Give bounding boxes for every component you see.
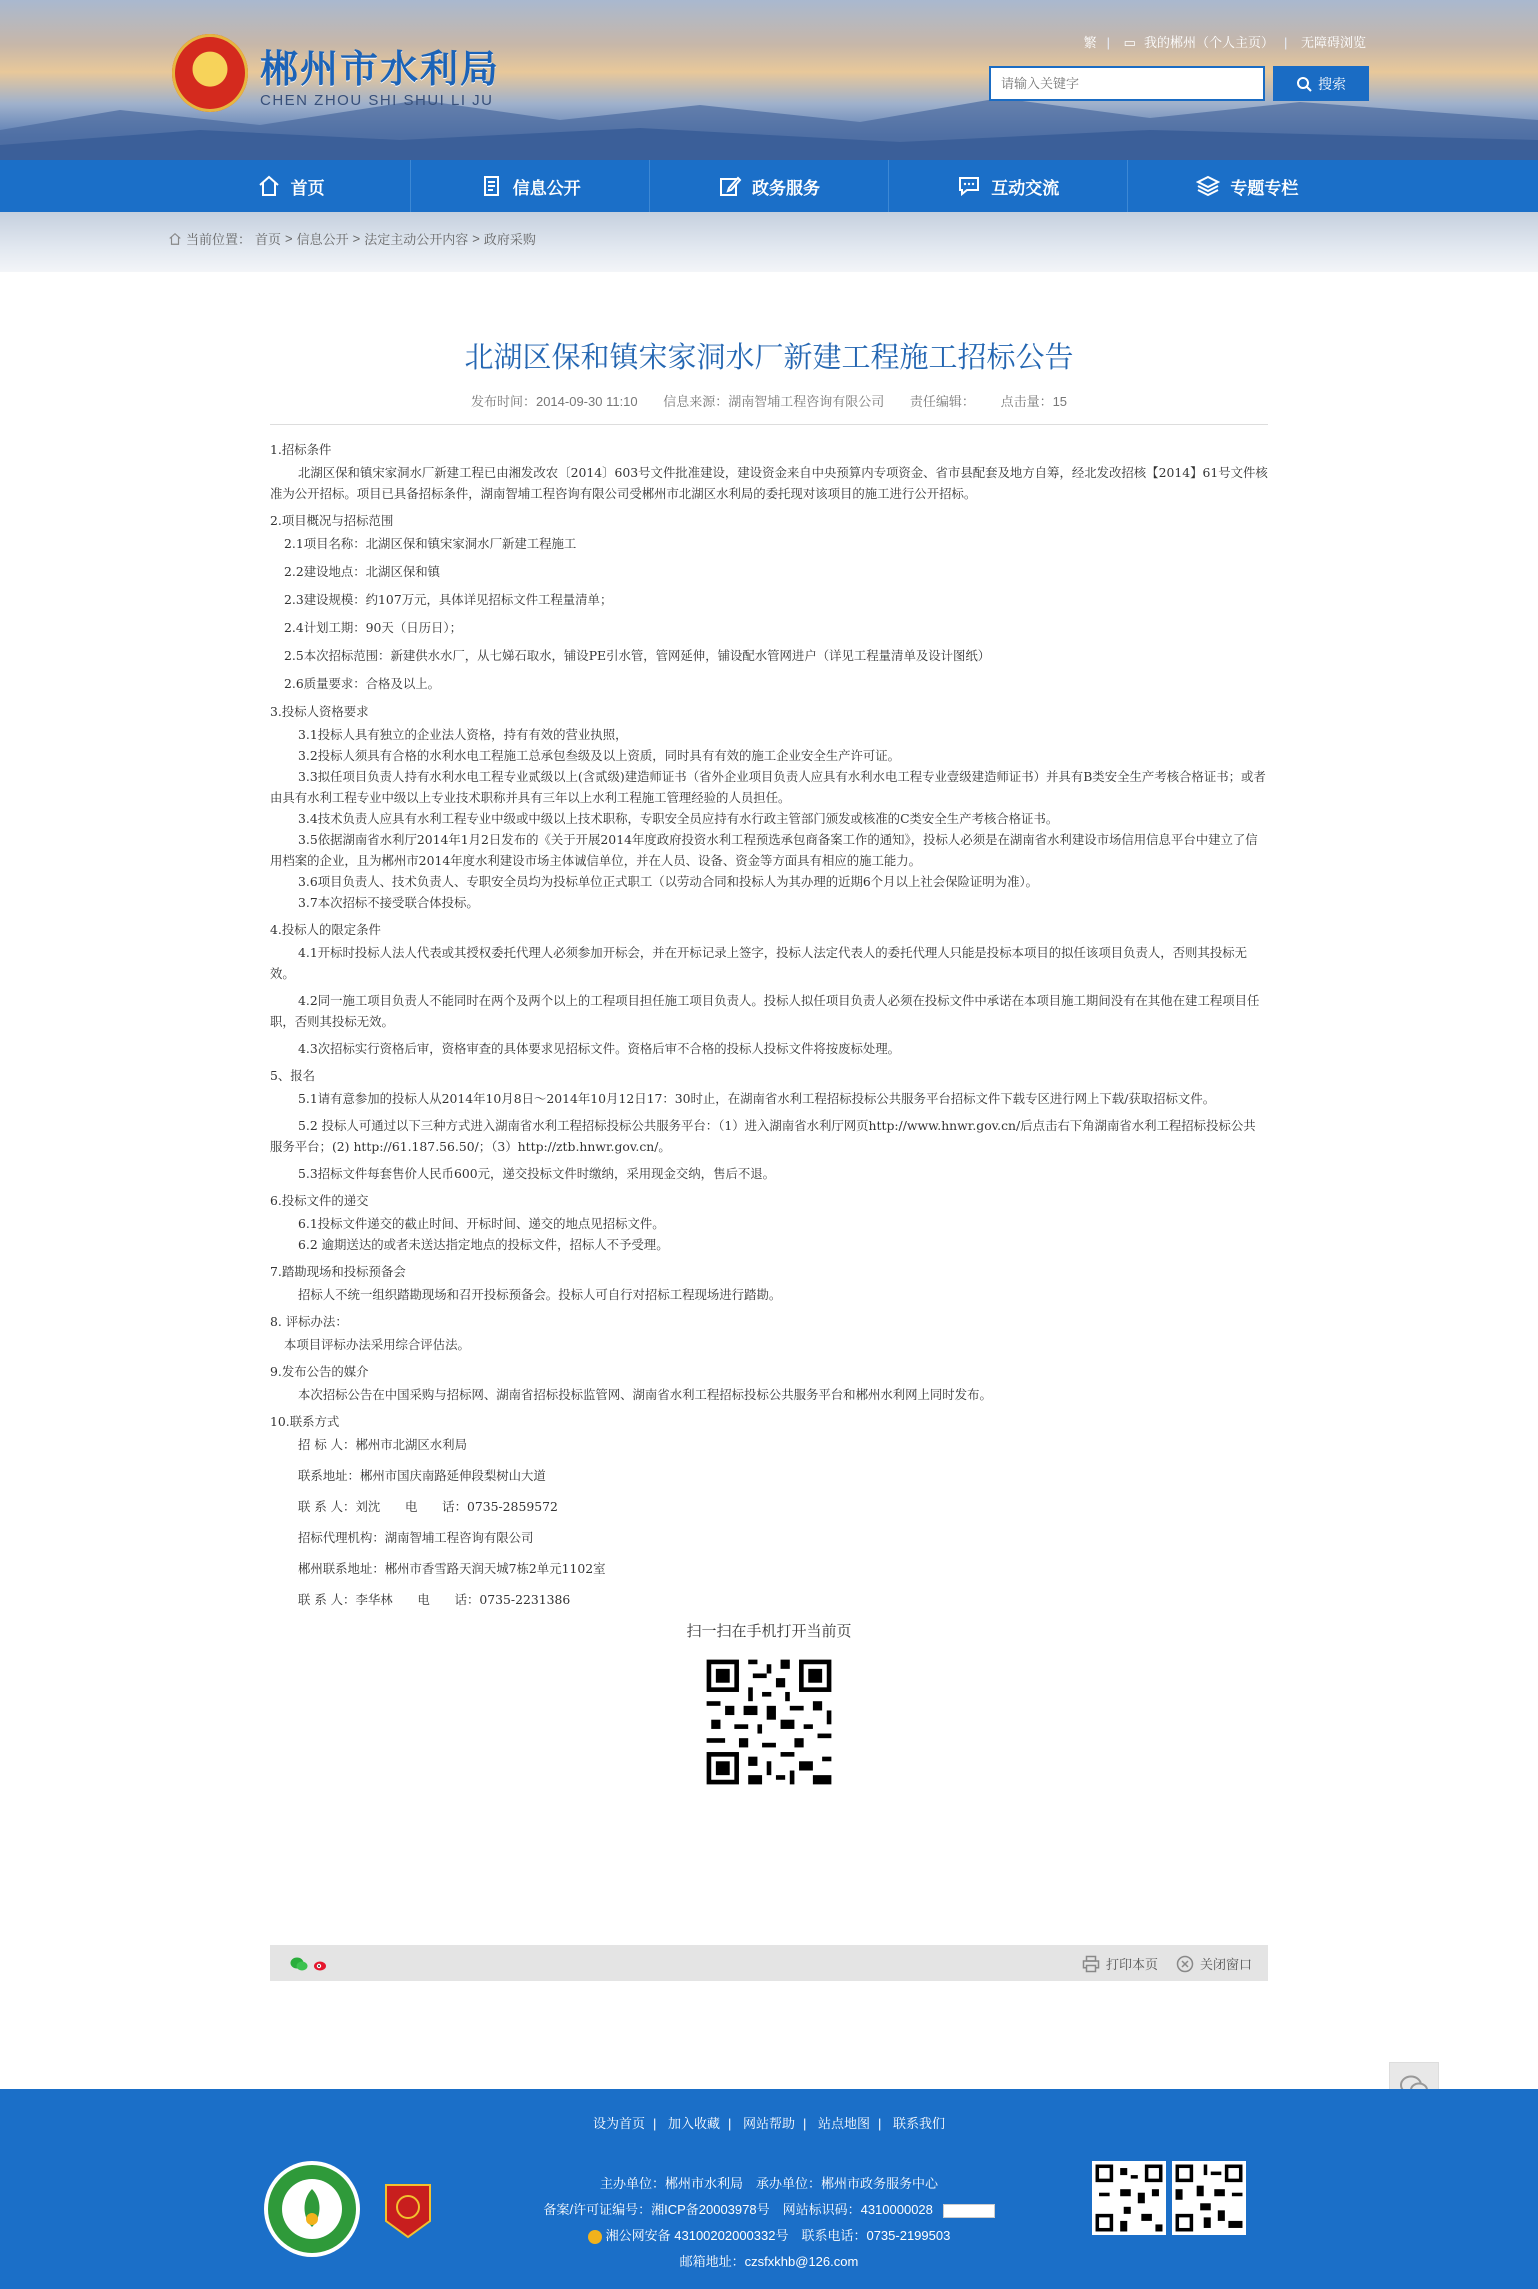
close-label: 关闭窗口: [1199, 1957, 1252, 1972]
section-heading: 7.踏勘现场和投标预备会: [270, 1264, 406, 1279]
close-icon: [1176, 1955, 1194, 1973]
footer-qr-code: [1172, 2161, 1246, 2235]
contact-line: 郴州联系地址：郴州市香雪路天润天城7栋2单元1102室: [298, 1561, 606, 1576]
edit-icon: [718, 174, 742, 198]
nav-label: 互动交流: [991, 178, 1060, 198]
article-title: 北湖区保和镇宋家洞水厂新建工程施工招标公告: [464, 342, 1074, 374]
section-heading: 1.招标条件: [270, 442, 332, 457]
article-meta: [270, 391, 1268, 425]
section-heading: 3.投标人资格要求: [270, 704, 369, 719]
close-window-button[interactable]: [1176, 1954, 1252, 1973]
list-item: 6.2 逾期送达的或者未送达指定地点的投标文件，招标人不予受理。: [298, 1237, 669, 1252]
print-button[interactable]: [1082, 1954, 1158, 1973]
qr-caption: 扫一扫在手机打开当前页: [686, 1623, 852, 1640]
footer-link-favorite[interactable]: 加入收藏: [667, 2116, 720, 2131]
section-heading: 2.项目概况与招标范围: [270, 513, 394, 528]
paragraph: 本项目评标办法采用综合评估法。: [284, 1337, 470, 1352]
layers-icon: [1196, 174, 1220, 198]
printer-icon: [1082, 1955, 1100, 1973]
search-input[interactable]: [989, 66, 1265, 101]
page-qr-code: [702, 1655, 836, 1789]
click-count: 点击量：15: [1000, 394, 1068, 409]
breadcrumb-separator: >: [352, 231, 361, 246]
print-label: 打印本页: [1105, 1957, 1158, 1972]
my-chenzhou-link[interactable]: 我的郴州（个人主页）: [1143, 35, 1274, 50]
search-box: [989, 66, 1369, 101]
list-item: 4.2同一施工项目负责人不能同时在两个及两个以上的工程项目担任施工项目负责人。投标人拟任项目负责人必须在投标文件中承诺在本项目施工期间没有在其他在建工程项目任职，否则其投标无效。: [270, 993, 1260, 1029]
search-icon: [1296, 76, 1312, 92]
paragraph: 招标人不统一组织踏勘现场和召开投标预备会。投标人可自行对招标工程现场进行踏勘。: [298, 1287, 782, 1302]
top-links: 繁 | ▭ 我的郴州（个人主页） | 无障碍浏览: [1083, 35, 1366, 50]
contact-line: 联 系 人：李华林 电 话：0735-2231386: [298, 1592, 571, 1607]
footer-links: 设为首页 | 加入收藏 | 网站帮助 | 站点地图 | 联系我们: [592, 2116, 946, 2131]
section-heading: 8. 评标办法：: [270, 1314, 348, 1329]
section-heading: 6.投标文件的递交: [270, 1193, 369, 1208]
info-source: 信息来源：湖南智埔工程咨询有限公司: [663, 394, 885, 409]
paragraph: 北湖区保和镇宋家洞水厂新建工程已由湘发改农〔2014〕603号文件批准建设，建设资金来自中央预算内专项资金、省市县配套及地方自筹，经北发改招核【2014】61号文件核准为公开招标。项目已具备招标条件，湖南智埔工程咨询有限公司受郴州市北湖区水利局的委托现对该项目的施工进行公开招标。: [270, 465, 1268, 501]
list-item: 3.7本次招标不接受联合体投标。: [298, 895, 479, 910]
site-subtitle: CHEN ZHOU SHI SHUI LI JU: [260, 92, 494, 109]
list-item: 2.4计划工期：90天（日历日）；: [284, 620, 462, 635]
header-banner: [0, 0, 1538, 160]
nav-item-services[interactable]: [650, 160, 889, 212]
weibo-icon[interactable]: [312, 1956, 328, 1972]
list-item: 5.3招标文件每套售价人民币600元，递交投标文件时缴纳，采用现金交纳，售后不退。: [298, 1166, 776, 1181]
nav-label: 信息公开: [512, 178, 581, 198]
list-item: 3.2投标人须具有合格的水利水电工程施工总承包叁级及以上资质，同时具有有效的施工企业安全生产许可证。: [298, 748, 901, 763]
list-item: 5.2 投标人可通过以下三种方式进入湖南省水利工程招标投标公共服务平台：（1）进入湖南省水利厅网页http://www.hnwr.gov.cn/后点击右下角湖南省水利工程招标投标公共服务平台；(2) http://61.187.56.50/；（3）http://ztb.hnwr.gov.cn/。: [270, 1118, 1256, 1154]
list-item: 5.1请有意参加的投标人从2014年10月8日～2014年10月12日17：30时止，在湖南省水利工程招标投标公共服务平台招标文件下载专区进行网上下载/获取招标文件。: [298, 1091, 1216, 1106]
police-badge-icon: [588, 2230, 602, 2244]
nav-item-home[interactable]: [172, 160, 411, 212]
section-heading: 9.发布公告的媒介: [270, 1364, 369, 1379]
traditional-chinese-link[interactable]: 繁: [1083, 35, 1097, 50]
breadcrumb-prefix: 当前位置：: [186, 232, 252, 247]
list-item: 3.4技术负责人应具有水利工程专业中级或中级以上技术职称，专职安全员应持有水行政主管部门颁发或核准的C类安全生产考核合格证书。: [298, 811, 1059, 826]
cnzz-badge-icon[interactable]: [943, 2204, 995, 2218]
page-actions: [1082, 1954, 1252, 1973]
list-item: 6.1投标文件递交的截止时间、开标时间、递交的地点见招标文件。: [298, 1216, 665, 1231]
article-body: [270, 439, 1268, 1610]
publish-time: 发布时间：2014-09-30 11:10: [470, 394, 638, 409]
search-button[interactable]: [1273, 66, 1369, 101]
breadcrumb-separator: >: [285, 231, 293, 246]
document-icon: [479, 174, 503, 198]
home-icon: [168, 232, 182, 246]
section-heading: 5、报名: [270, 1068, 316, 1083]
breadcrumb: [168, 229, 536, 248]
footer-info: [0, 2171, 1538, 2275]
section-heading: 10.联系方式: [270, 1414, 340, 1429]
footer-link-contact[interactable]: 联系我们: [893, 2116, 946, 2131]
nav-label: 首页: [290, 178, 325, 198]
chat-icon: [957, 174, 981, 198]
contact-line: 联 系 人：刘沈 电 话：0735-2859572: [298, 1499, 558, 1514]
home-icon: [257, 174, 281, 198]
monitor-icon: ▭: [1123, 35, 1136, 50]
share-icons: [290, 1956, 328, 1972]
contact-line: 招标代理机构：湖南智埔工程咨询有限公司: [298, 1530, 534, 1545]
accessibility-link[interactable]: 无障碍浏览: [1300, 35, 1366, 50]
nav-label: 政务服务: [752, 178, 820, 198]
list-item: 2.1项目名称：北湖区保和镇宋家洞水厂新建工程施工: [284, 536, 577, 551]
footer-icp: 备案/许可证编号：湘ICP备20003978号 网站标识码：4310000028: [0, 2197, 1538, 2223]
list-item: 3.6项目负责人、技术负责人、专职安全员均为投标单位正式职工（以劳动合同和投标人为其办理的近期6个月以上社会保险证明为准）。: [298, 874, 1039, 889]
site-title: 郴州市水利局: [260, 46, 501, 91]
main-nav: [0, 160, 1538, 212]
nav-label: 专题专栏: [1230, 178, 1299, 198]
list-item: 3.3拟任项目负责人持有水利水电工程专业贰级以上(含贰级)建造师证书（省外企业项目负责人应具有水利水电工程专业壹级建造师证书）并具有B类安全生产考核合格证书；或者由具有水利工程专业中级以上专业技术职称并具有三年以上水利工程施工管理经验的人员担任。: [270, 769, 1266, 805]
footer-organizer: 主办单位：郴州市水利局 承办单位：郴州市政务服务中心: [599, 2176, 938, 2191]
nav-item-interaction[interactable]: [889, 160, 1128, 212]
breadcrumb-item-info[interactable]: 信息公开: [296, 232, 349, 247]
nav-item-info[interactable]: [411, 160, 650, 212]
list-item: 3.5依据湖南省水利厅2014年1月2日发布的《关于开展2014年度政府投资水利工程预选承包商备案工作的通知》，投标人必须是在湖南省水利建设市场信用信息平台中建立了信用档案的企业，且为郴州市2014年度水利建设市场主体诚信单位，并在人员、设备、资金等方面具有相应的施工能力。: [270, 832, 1258, 868]
footer-email: 邮箱地址：czsfxkhb@126.com: [679, 2254, 859, 2269]
list-item: 2.6质量要求：合格及以上。: [284, 676, 441, 691]
list-item: 2.2建设地点：北湖区保和镇: [284, 564, 441, 579]
footer-link-sitemap[interactable]: 站点地图: [818, 2116, 871, 2131]
contact-line: 联系地址：郴州市国庆南路延伸段梨树山大道: [298, 1468, 546, 1483]
list-item: 2.3建设规模：约107万元，具体详见招标文件工程量清单；: [284, 592, 613, 607]
article: [270, 300, 1268, 1789]
paragraph: 本次招标公告在中国采购与招标网、湖南省招标投标监管网、湖南省水利工程招标投标公共服务平台和郴州水利网上同时发布。: [298, 1387, 992, 1402]
wechat-icon[interactable]: [290, 1956, 308, 1972]
footer-police: 湘公网安备 43100202000332号 联系电话：0735-2199503: [0, 2223, 1538, 2249]
list-item: 4.1开标时投标人法人代表或其授权委托代理人必须参加开标会，并在开标记录上签字，投标人法定代表人的委托代理人只能是投标本项目的拟任该项目负责人，否则其投标无效。: [270, 945, 1248, 981]
footer-link-set-home[interactable]: 设为首页: [592, 2116, 645, 2131]
share-toolbar: [270, 1945, 1268, 1981]
footer: [0, 2089, 1538, 2289]
contact-line: 招 标 人：郴州市北湖区水利局: [298, 1437, 467, 1452]
breadcrumb-separator: >: [472, 231, 480, 246]
footer-qr-code: [1092, 2161, 1166, 2235]
list-item: 4.3次招标实行资格后审，资格审查的具体要求见招标文件。资格后审不合格的投标人投标文件将按废标处理。: [298, 1041, 901, 1056]
breadcrumb-item-home[interactable]: 首页: [255, 232, 282, 247]
search-button-label: 搜索: [1318, 75, 1346, 92]
footer-link-help[interactable]: 网站帮助: [742, 2116, 795, 2131]
breadcrumb-item-procurement[interactable]: 政府采购: [483, 232, 536, 247]
list-item: 2.5本次招标范围：新建供水水厂，从七娣石取水，铺设PE引水管，管网延伸，铺设配水管网进户（详见工程量清单及设计图纸）: [284, 648, 991, 663]
section-heading: 4.投标人的限定条件: [270, 922, 381, 937]
responsible-editor: 责任编辑：: [909, 394, 975, 409]
national-emblem-logo: ★: [172, 34, 248, 112]
nav-item-topics[interactable]: [1128, 160, 1366, 212]
list-item: 3.1投标人具有独立的企业法人资格，持有有效的营业执照，: [298, 727, 628, 742]
breadcrumb-item-statutory[interactable]: 法定主动公开内容: [364, 232, 469, 247]
